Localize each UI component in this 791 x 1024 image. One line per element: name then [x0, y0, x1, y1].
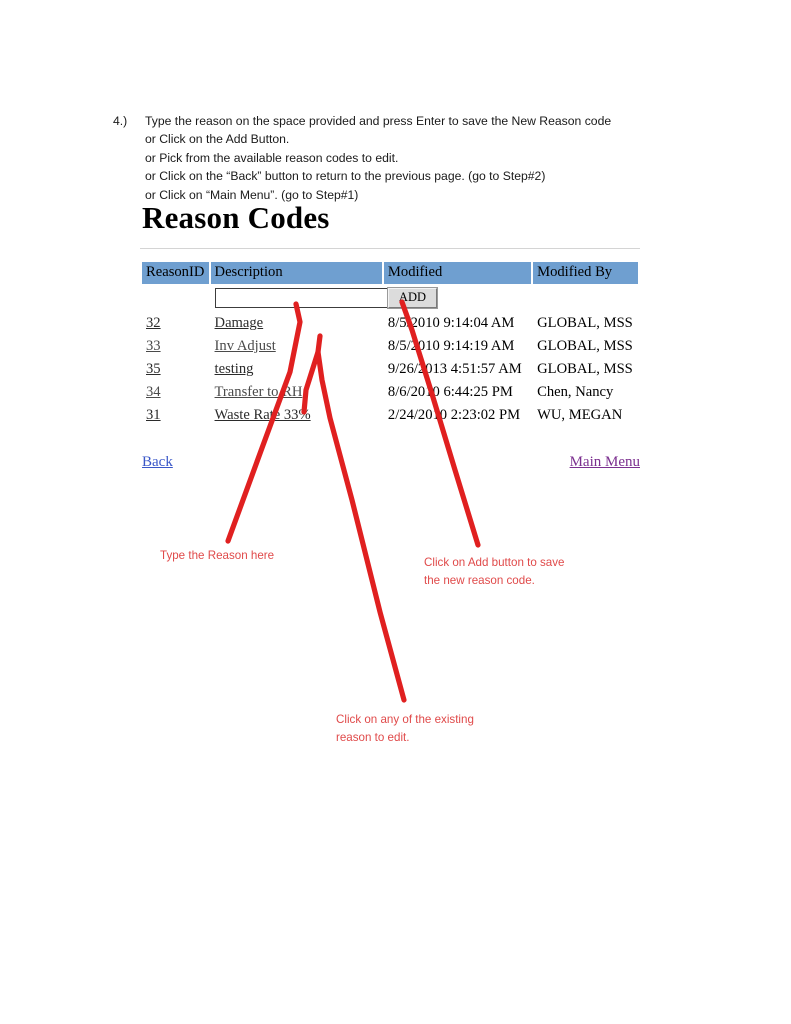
reason-id-link[interactable]: 32: [146, 315, 161, 331]
table-row[interactable]: [142, 358, 638, 380]
column-header-description[interactable]: Description: [211, 262, 382, 284]
back-link[interactable]: Back: [142, 454, 173, 470]
cell-reason-id: [142, 404, 209, 426]
cell-modified-by: GLOBAL, MSS: [533, 358, 638, 380]
table-row[interactable]: [142, 381, 638, 403]
description-link[interactable]: Transfer to RH: [214, 384, 303, 400]
cell-modified: 9/26/2013 4:51:57 AM: [384, 358, 531, 380]
reason-id-link[interactable]: 31: [146, 407, 161, 423]
reason-codes-table: [140, 261, 640, 427]
new-reason-input-row: [142, 285, 638, 311]
reason-description-input[interactable]: [215, 288, 399, 308]
column-header-reason-id[interactable]: ReasonID: [142, 262, 209, 284]
description-link[interactable]: Inv Adjust: [214, 338, 276, 354]
cell-description: [211, 381, 382, 403]
instruction-line-4: or Click on the “Back” button to return to the previous page. (go to Step#2): [145, 169, 546, 184]
instruction-line-5: or Click on “Main Menu”. (go to Step#1): [145, 187, 359, 202]
annotation-type-reason: Type the Reason here: [160, 549, 275, 562]
cell-modified-by: WU, MEGAN: [533, 404, 638, 426]
step-number: 4.): [113, 114, 128, 128]
reason-id-link[interactable]: 34: [146, 384, 161, 400]
step-text-primary: Type the reason on the space provided and press Enter to save the New Reason code: [145, 114, 612, 128]
page-title: Reason Codes: [142, 200, 330, 235]
table-row[interactable]: [142, 404, 638, 426]
cell-reason-id: [142, 381, 209, 403]
title-divider: [140, 248, 640, 249]
cell-description: [211, 404, 382, 426]
table-row[interactable]: [142, 335, 638, 357]
cell-description: [211, 358, 382, 380]
table-body: [142, 285, 638, 426]
instruction-line-1: [113, 112, 673, 130]
cell-reason-id: [142, 312, 209, 334]
cell-reason-id: [142, 358, 209, 380]
reason-id-link[interactable]: 35: [146, 361, 161, 377]
instruction-line-3: or Pick from the available reason codes to edit.: [145, 150, 399, 165]
cell-modified: 8/5/2010 9:14:19 AM: [384, 335, 531, 357]
cell-modified: 8/5/2010 9:14:04 AM: [384, 312, 531, 334]
cell-modified-by: GLOBAL, MSS: [533, 312, 638, 334]
cell-modified-by: GLOBAL, MSS: [533, 335, 638, 357]
table-header-row: [142, 262, 638, 284]
description-link[interactable]: testing: [214, 361, 254, 377]
add-button[interactable]: ADD: [388, 288, 437, 308]
input-row-add-cell: [384, 285, 531, 311]
page-navigation-links: [140, 454, 640, 474]
cell-modified: 8/6/2010 6:44:25 PM: [384, 381, 531, 403]
description-link[interactable]: Waste Rate 33%: [214, 407, 311, 423]
input-row-description-cell: [211, 285, 382, 311]
reason-codes-web-page: [140, 200, 640, 474]
annotation-click-add: Click on Add button to save the new reason code.: [424, 556, 565, 587]
table-header: [142, 262, 638, 284]
instruction-line-2: or Click on the Add Button.: [145, 132, 290, 147]
cell-modified-by: Chen, Nancy: [533, 381, 638, 403]
cell-reason-id: [142, 335, 209, 357]
cell-description: [211, 312, 382, 334]
column-header-modified-by[interactable]: Modified By: [533, 262, 638, 284]
annotation-click-existing: Click on any of the existing reason to edit.: [336, 713, 474, 744]
cell-description: [211, 335, 382, 357]
table-row[interactable]: [142, 312, 638, 334]
cell-modified: 2/24/2010 2:23:02 PM: [384, 404, 531, 426]
column-header-modified[interactable]: Modified: [384, 262, 531, 284]
input-row-modified-by-cell: [533, 285, 638, 311]
main-menu-link[interactable]: Main Menu: [569, 454, 640, 470]
description-link[interactable]: Damage: [214, 315, 264, 331]
instruction-step-block: [113, 112, 673, 204]
input-row-id-cell: [142, 285, 209, 311]
reason-id-link[interactable]: 33: [146, 338, 161, 354]
